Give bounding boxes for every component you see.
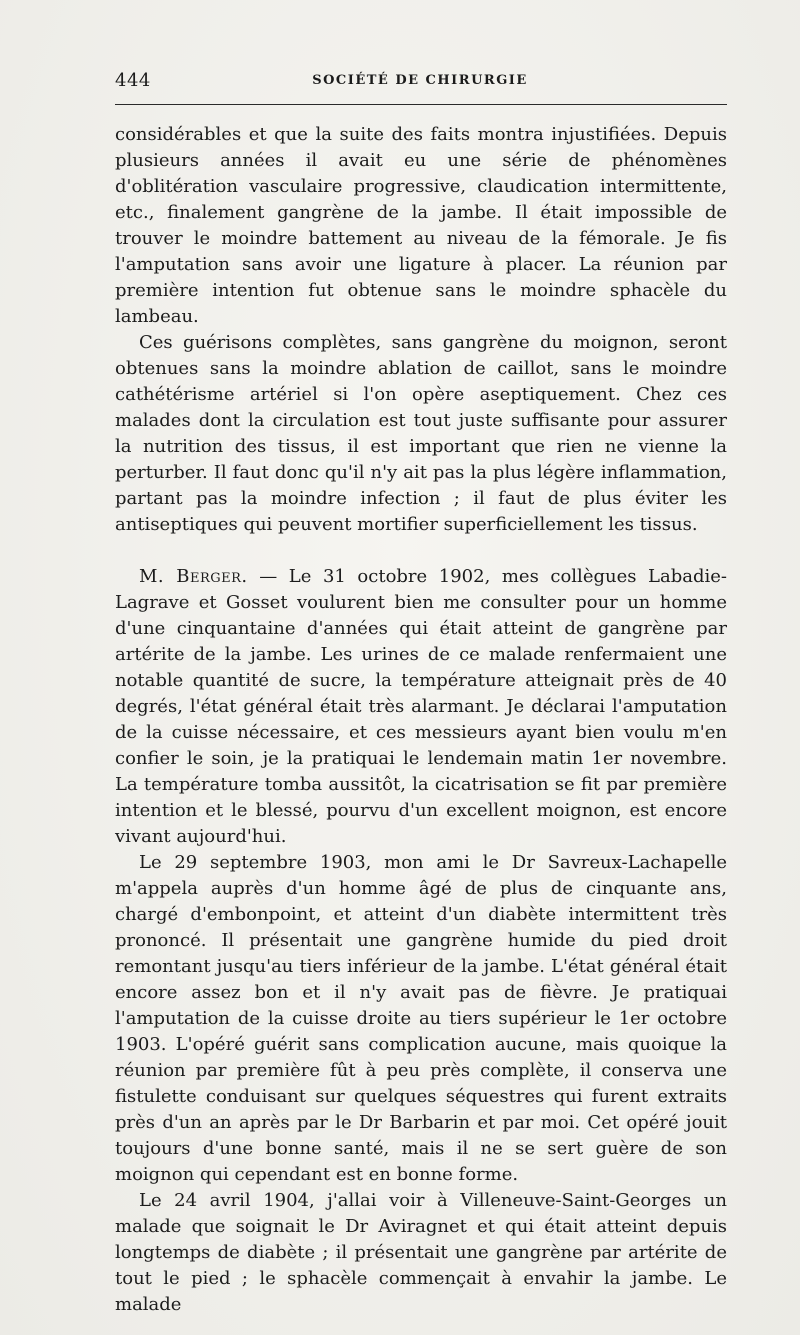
page-number: 444: [115, 70, 151, 91]
paragraph-1: considérables et que la suite des faits montra injustifiées. Depuis plusieurs années il avait eu une série de phénomènes d'oblitération vasculaire progressive, claudication intermittente, etc., finalement gangrène de la jambe. Il était impossible de trouver le moindre battement au niveau de la fémorale. Je fis l'amputation sans avoir une ligature à placer. La réunion par première intention fut obtenue sans le moindre sphacèle du lambeau.: [115, 124, 727, 327]
header-rule: [115, 104, 727, 105]
paragraph-4: Le 29 septembre 1903, mon ami le Dr Savreux-Lachapelle m'appela auprès d'un homme âgé de plus de cinquante ans, chargé d'embonpoint, et atteint d'un diabète intermittent très prononcé. Il présentait une gangrène humide du pied droit remontant jusqu'au tiers inférieur de la jambe. L'état général était encore assez bon et il n'y avait pas de fièvre. Je pratiquai l'amputation de la cuisse droite au tiers supérieur le 1er octobre 1903. L'opéré guérit sans complication aucune, mais quoique la réunion par première fût à peu près complète, il conserva une fistulette conduisant sur quelques séquestres qui furent extraits près d'un an après par le Dr Barbarin et par moi. Cet opéré jouit toujours d'une bonne santé, mais il ne se sert guère de son moignon qui cependant est en bonne forme.: [115, 852, 727, 1185]
paragraph-5: Le 24 avril 1904, j'allai voir à Villeneuve-Saint-Georges un malade que soignait le Dr Aviragnet et qui était atteint depuis longtemps de diabète ; il présentait une gangrène par artérite de tout le pied ; le sphacèle commençait à envahir la jambe. Le malade: [115, 1190, 727, 1315]
paragraph-2: Ces guérisons complètes, sans gangrène du moignon, seront obtenues sans la moindre ablation de caillot, sans le moindre cathétérisme artériel si l'on opère aseptiquement. Chez ces malades dont la circulation est tout juste suffisante pour assurer la nutrition des tissus, il est important que rien ne vienne la perturber. Il faut donc qu'il n'y ait pas la plus légère inflammation, partant pas la moindre infection ; il faut de plus éviter les antiseptiques qui peuvent mortifier superficiellement les tissus.: [115, 332, 727, 535]
paragraph-3-text: — Le 31 octobre 1902, mes collègues Labadie-Lagrave et Gosset voulurent bien me consulter pour un homme d'une cinquantaine d'années qui était atteint de gangrène par artérite de la jambe. Les urines de ce malade renfermaient une notable quantité de sucre, la température atteignait près de 40 degrés, l'état général était très alarmant. Je déclarai l'amputation de la cuisse nécessaire, et ces messieurs ayant bien voulu m'en confier le soin, je la pratiquai le lendemain matin 1er novembre. La température tomba aussitôt, la cicatrisation se fit par première intention et le blessé, pourvu d'un excellent moignon, est encore vivant aujourd'hui.: [115, 566, 727, 847]
page-header: [115, 70, 725, 94]
body-text: [115, 122, 727, 1318]
speaker-name: M. Berger.: [139, 566, 248, 587]
paragraph-3: [115, 564, 727, 850]
running-title: SOCIÉTÉ DE CHIRURGIE: [312, 73, 528, 88]
